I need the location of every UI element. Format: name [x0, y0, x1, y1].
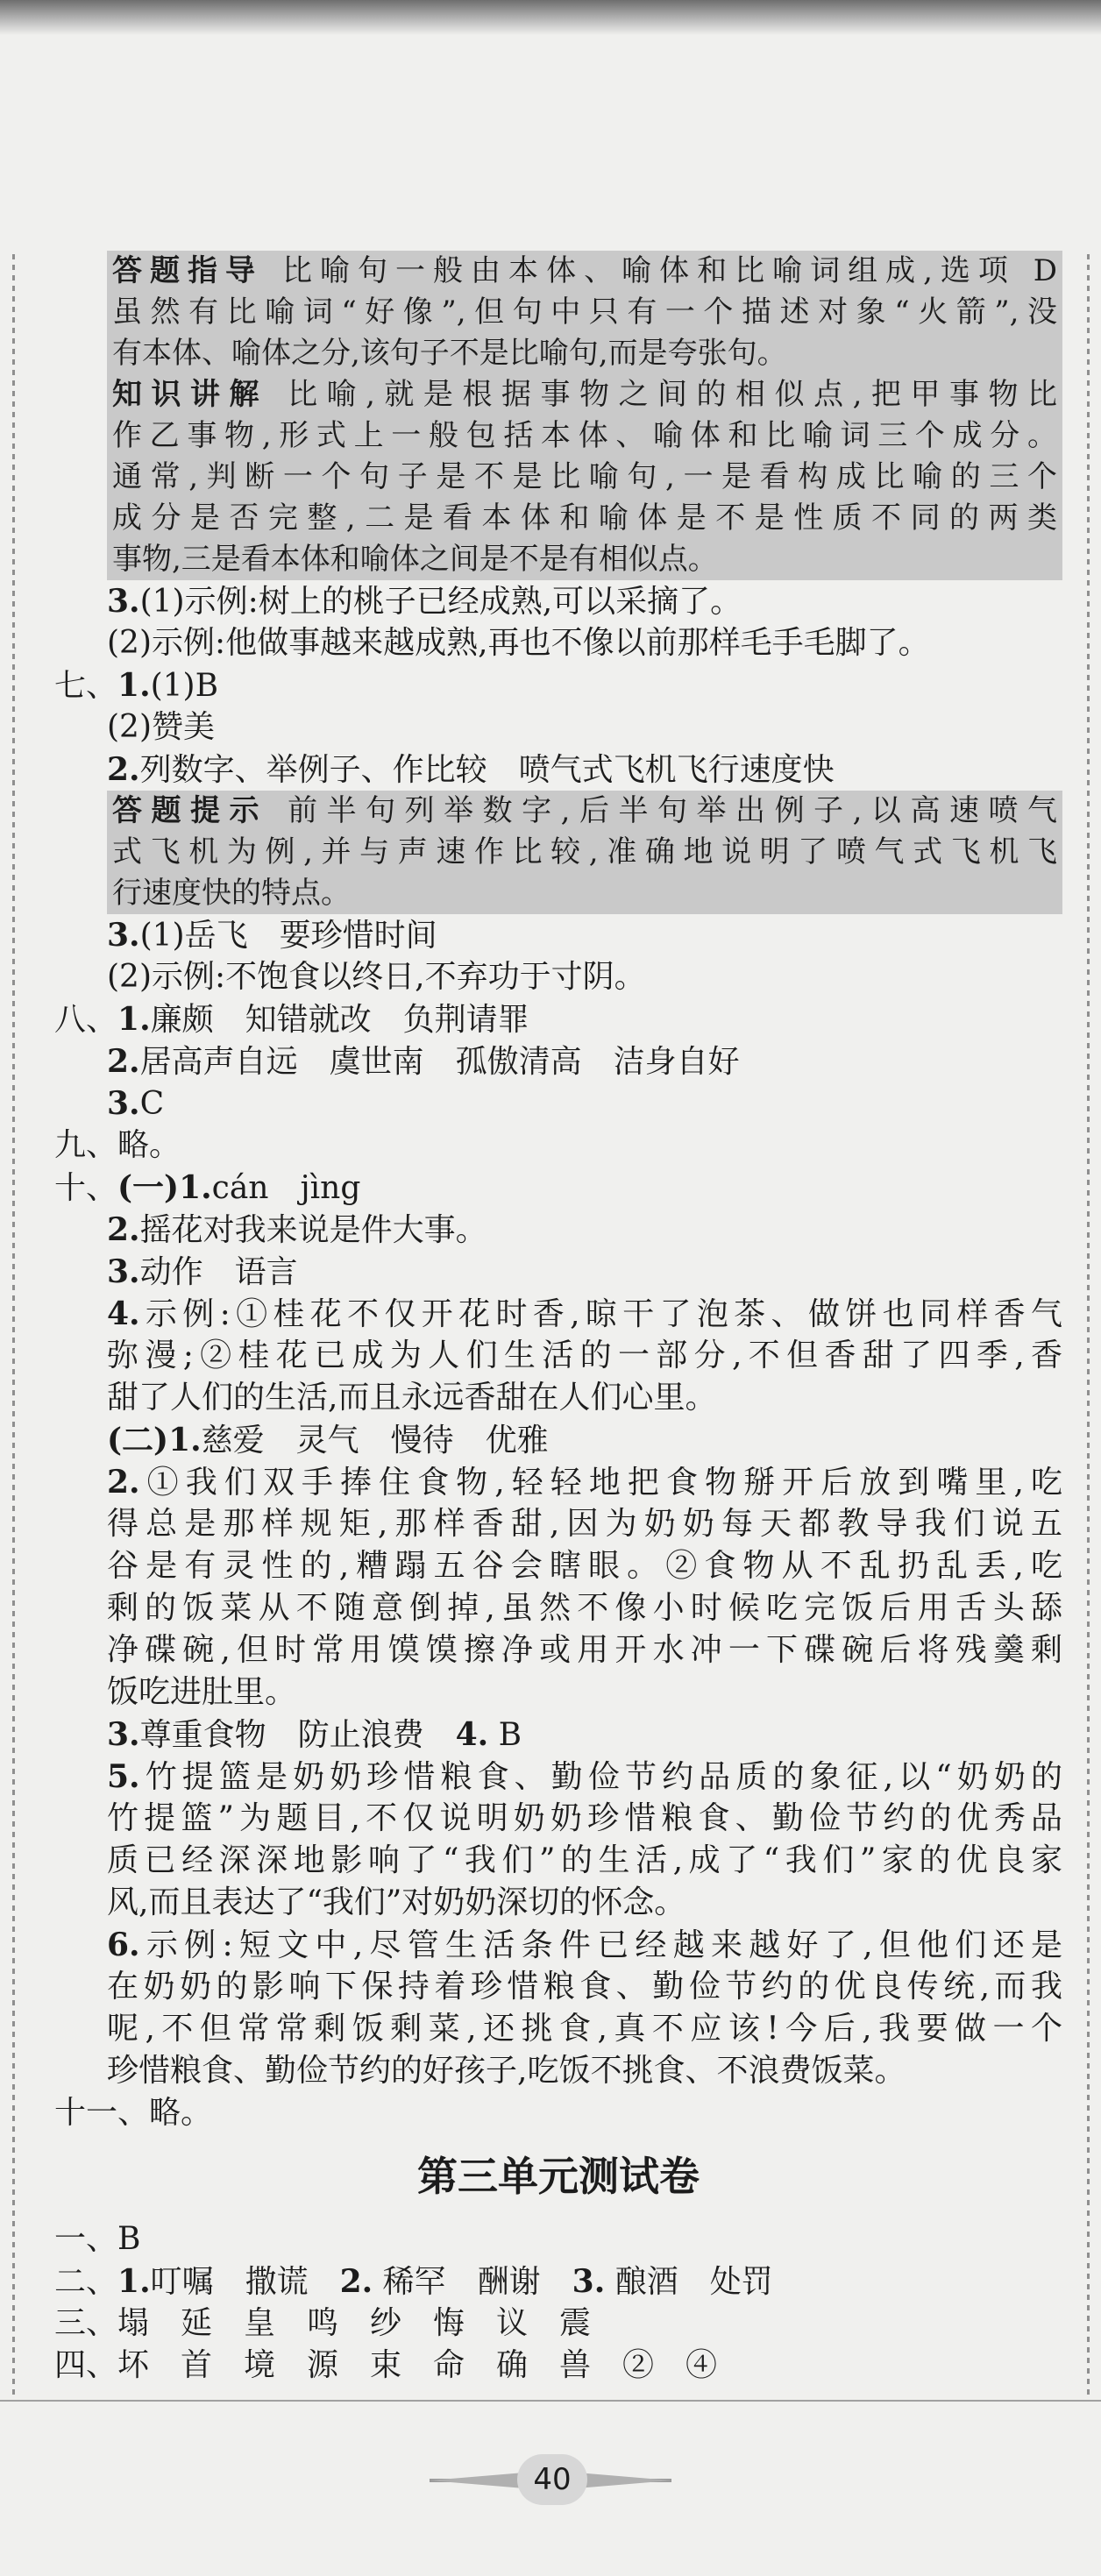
- item-number: 3.: [107, 1716, 140, 1753]
- line-text: 竹提篮是奶奶珍惜粮食、勤俭节约品质的象征,以“奶奶的: [139, 1759, 1062, 1795]
- answer-list: [54, 2218, 1062, 2387]
- line-text: B: [117, 2221, 141, 2257]
- answer-line: [54, 1377, 1062, 1419]
- line-text: 剩的饭菜从不随意倒掉,虽然不像小时候吃完饭后用舌头舔: [107, 1590, 1062, 1626]
- line-text: 摇花对我来说是件大事。: [139, 1212, 487, 1248]
- answer-line: [54, 998, 1062, 1040]
- question-number: 一、: [54, 2221, 118, 2257]
- question-number: 二、: [54, 2264, 118, 2300]
- line-text: 示例:短文中,尽管生活条件已经越来越好了,但他们还是: [139, 1927, 1062, 1963]
- line-text: cán jìng: [211, 1170, 361, 1206]
- explanation-line: [112, 374, 1057, 415]
- line-text: (1)示例:树上的桃子已经成熟,可以采摘了。: [139, 584, 742, 620]
- line-text: 动作 语言: [139, 1254, 298, 1290]
- answer-key-content: [54, 251, 1062, 2387]
- line-text: 质已经深深地影响了“我们”的生活,成了“我们”家的优良家: [107, 1842, 1062, 1878]
- answer-line: [54, 1587, 1062, 1629]
- line-text: (2)示例:他做事越来越成熟,再也不像以前那样毛手毛脚了。: [107, 625, 930, 661]
- explanation-label: 知识讲解: [112, 377, 269, 412]
- line-text: 行速度快的特点。: [112, 876, 351, 911]
- answer-line: [54, 1629, 1062, 1671]
- line-text: 居高声自远 虞世南 孤傲清高 洁身自好: [139, 1044, 740, 1080]
- item-number: 2.: [107, 1464, 140, 1501]
- question-number: 四、: [54, 2347, 118, 2383]
- question-number: 九、: [54, 1127, 118, 1163]
- question-number: 三、: [54, 2305, 118, 2341]
- line-text: 示例:①桂花不仅开花时香,晾干了泡茶、做饼也同样香气: [139, 1296, 1062, 1332]
- item-number: 5.: [107, 1758, 140, 1795]
- line-text: 饭吃进肚里。: [107, 1674, 297, 1710]
- explanation-line: [112, 415, 1057, 457]
- explanation-line: [112, 498, 1057, 539]
- item-number: (二)1.: [107, 1422, 202, 1458]
- line-text: 塌 延 皇 鸣 纱 悔 议 震: [117, 2305, 592, 2341]
- answer-line: [54, 2008, 1062, 2050]
- answer-line: [54, 1293, 1062, 1335]
- item-number: 4.: [107, 1295, 140, 1332]
- line-text: 略。: [117, 1127, 181, 1163]
- line-text: 比喻句一般由本体、喻体和比喻词组成,选项 D: [282, 253, 1057, 288]
- line-text: 竹提篮”为题目,不仅说明奶奶珍惜粮食、勤俭节约的优秀品: [107, 1800, 1062, 1836]
- answer-line: [54, 2345, 1062, 2387]
- line-text: ①我们双手捧住食物,轻轻地把食物掰开后放到嘴里,吃: [139, 1465, 1062, 1501]
- answer-line: [54, 1251, 1062, 1293]
- line-text: 有本体、喻体之分,该句子不是比喻句,而是夸张句。: [112, 336, 787, 371]
- answer-line: [54, 1924, 1062, 1966]
- line-text: 得总是那样规矩,那样香甜,因为奶奶每天都教导我们说五: [107, 1506, 1062, 1542]
- line-text: 作乙事物,形式上一般包括本体、喻体和比喻词三个成分。: [112, 418, 1057, 453]
- footer-rule: [0, 2400, 1101, 2402]
- line-text: C: [139, 1086, 165, 1122]
- line-text: (1)岳飞 要珍惜时间: [139, 918, 437, 954]
- explanation-line: [112, 457, 1057, 498]
- explanation-line: [112, 333, 1057, 374]
- answer-line: [54, 1966, 1062, 2008]
- item-number: 2.: [107, 1043, 140, 1080]
- question-number: 八、: [54, 1002, 118, 1038]
- answer-line: [54, 1125, 1062, 1167]
- item-number: 1.: [117, 667, 151, 704]
- explanation-line: [112, 251, 1057, 292]
- answer-line: [54, 749, 1062, 791]
- line-text: 事物,三是看本体和喻体之间是不是有相似点。: [112, 542, 718, 577]
- answer-line: [54, 1209, 1062, 1251]
- question-number: 七、: [54, 668, 118, 704]
- explanation-box: [107, 791, 1062, 914]
- line-text: 谷是有灵性的,糟蹋五谷会瞎眼。②食物从不乱扔乱丢,吃: [107, 1548, 1062, 1584]
- explanation-box: [107, 251, 1062, 580]
- line-text: 通常,判断一个句子是不是比喻句,一是看构成比喻的三个: [112, 459, 1057, 494]
- explanation-line: [112, 832, 1057, 873]
- item-number: 3.: [107, 1085, 140, 1122]
- item-number: (一)1.: [117, 1169, 212, 1206]
- line-text: 廉颇 知错就改 负荆请罪: [150, 1002, 529, 1038]
- answer-line: [54, 1545, 1062, 1587]
- item-number: 2.: [107, 1211, 140, 1248]
- answer-line: [54, 1335, 1062, 1377]
- answer-line: [54, 664, 1062, 706]
- page-number: 40: [517, 2454, 587, 2505]
- answer-line: [54, 580, 1062, 622]
- answer-line: [54, 622, 1062, 664]
- item-number: 3.: [107, 1253, 140, 1290]
- answer-line: [54, 706, 1062, 749]
- line-text: 呢,不但常常剩饭剩菜,还挑食,真不应该!今后,我要做一个: [107, 2011, 1062, 2047]
- line-text: (2)赞美: [107, 709, 215, 745]
- line-text: 成分是否完整,二是看本体和喻体是不是性质不同的两类: [112, 500, 1057, 536]
- answer-line: [54, 2218, 1062, 2260]
- answer-line: [54, 2092, 1062, 2134]
- item-number: 1.: [117, 2263, 151, 2300]
- answer-line: [54, 1461, 1062, 1503]
- question-number: 十一、: [54, 2095, 150, 2131]
- line-text: 叮嘱 撒谎 2. 稀罕 酬谢 3. 酿酒 处罚: [150, 2263, 773, 2300]
- answer-line: [54, 1503, 1062, 1545]
- answer-line: [54, 1040, 1062, 1082]
- page-margin-line-left: [12, 254, 15, 2401]
- line-text: 慈爱 灵气 慢待 优雅: [201, 1423, 549, 1458]
- line-text: 甜了人们的生活,而且永远香甜在人们心里。: [107, 1380, 717, 1416]
- answer-line: [54, 1167, 1062, 1209]
- line-text: 风,而且表达了“我们”对奶奶深切的怀念。: [107, 1884, 686, 1920]
- item-number: 3.: [107, 583, 140, 620]
- scan-top-edge: [0, 0, 1101, 35]
- answer-line: [54, 1756, 1062, 1798]
- line-text: 虽然有比喻词“好像”,但句中只有一个描述对象“火箭”,没: [112, 295, 1057, 330]
- explanation-line: [112, 791, 1057, 832]
- line-text: 比喻,就是根据事物之间的相似点,把甲事物比: [288, 377, 1057, 412]
- line-text: (2)示例:不饱食以终日,不弃功于寸阴。: [107, 959, 646, 995]
- line-text: 略。: [149, 2095, 213, 2131]
- explanation-line: [112, 292, 1057, 333]
- section-title: 第三单元测试卷: [417, 2153, 700, 2200]
- explanation-line: [112, 539, 1057, 580]
- explanation-line: [112, 873, 1057, 914]
- line-text: 列数字、举例子、作比较 喷气式飞机飞行速度快: [139, 752, 835, 788]
- question-number: 十、: [54, 1170, 118, 1206]
- line-text: 坏 首 境 源 束 命 确 兽 ② ④: [117, 2347, 718, 2383]
- line-text: 净碟碗,但时常用馍馍擦净或用开水冲一下碟碗后将残羹剩: [107, 1632, 1062, 1668]
- answer-line: [54, 2260, 1062, 2303]
- line-text: 前半句列举数字,后半句举出例子,以高速喷气: [288, 793, 1057, 828]
- answer-line: [54, 2303, 1062, 2345]
- answer-line: [54, 1798, 1062, 1840]
- answer-line: [54, 1082, 1062, 1125]
- item-number: 2.: [107, 751, 140, 788]
- answer-line: [54, 956, 1062, 998]
- line-text: 在奶奶的影响下保持着珍惜粮食、勤俭节约的优良传统,而我: [107, 1969, 1062, 2005]
- page-margin-line-right: [1087, 254, 1090, 2401]
- item-number: 6.: [107, 1927, 140, 1963]
- line-text: 尊重食物 防止浪费 4. B: [139, 1716, 522, 1753]
- item-number: 3.: [107, 917, 140, 954]
- answer-line: [54, 1419, 1062, 1461]
- answer-line: [54, 1840, 1062, 1882]
- explanation-label: 答题指导: [112, 253, 264, 288]
- answer-line: [54, 1671, 1062, 1714]
- line-text: 弥漫;②桂花已成为人们生活的一部分,不但香甜了四季,香: [107, 1338, 1062, 1373]
- answer-line: [54, 914, 1062, 956]
- explanation-label: 答题提示: [112, 793, 269, 828]
- answer-list: [54, 580, 1062, 791]
- answer-line: [54, 1882, 1062, 1924]
- answer-line: [54, 2050, 1062, 2092]
- answer-line: [54, 1714, 1062, 1756]
- line-text: (1)B: [150, 668, 219, 704]
- item-number: 1.: [117, 1001, 151, 1038]
- page-number-badge: [0, 2445, 1101, 2516]
- answer-list: [54, 914, 1062, 2134]
- line-text: 式飞机为例,并与声速作比较,准确地说明了喷气式飞机飞: [112, 834, 1057, 869]
- line-text: 珍惜粮食、勤俭节约的好孩子,吃饭不挑食、不浪费饭菜。: [107, 2053, 906, 2089]
